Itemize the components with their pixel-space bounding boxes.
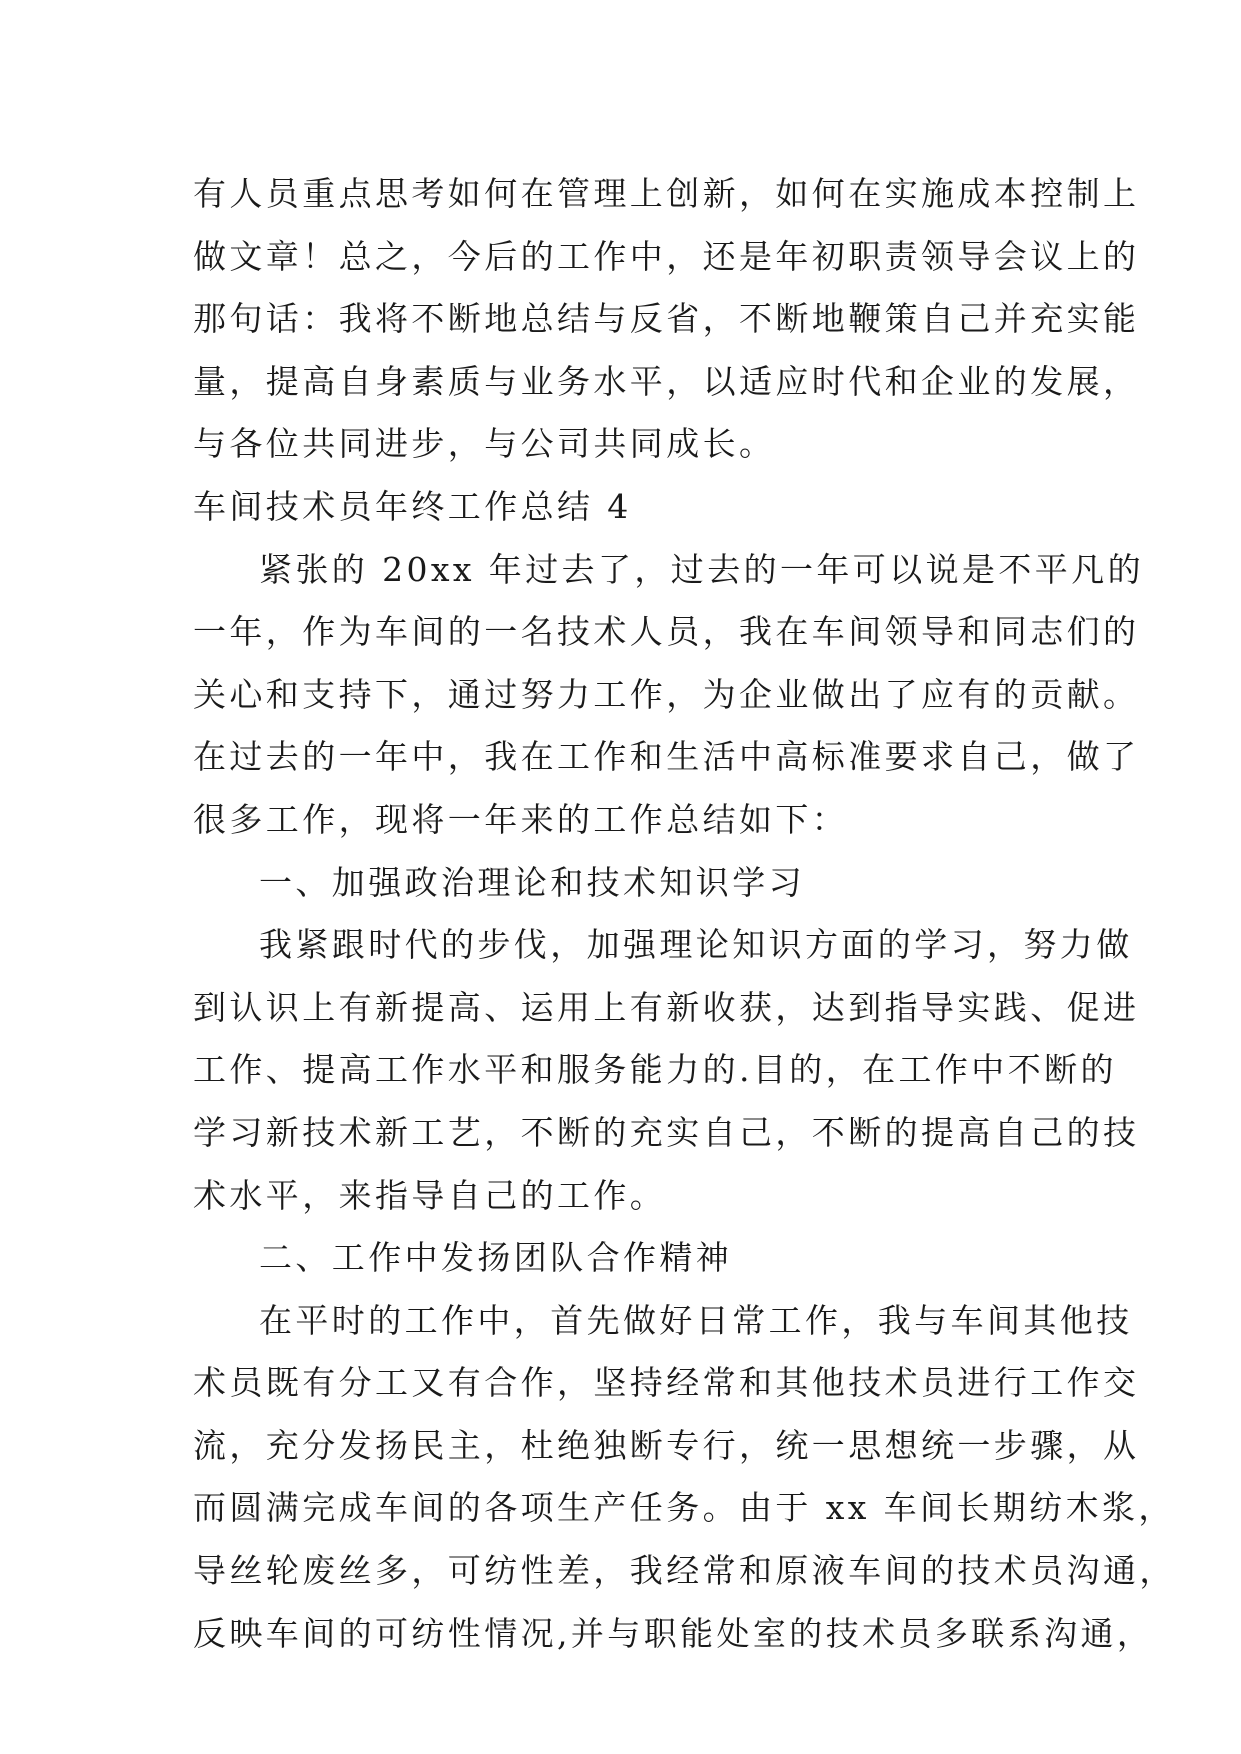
text-line: 在过去的一年中，我在工作和生活中高标准要求自己，做了 [193,737,1140,777]
text-line: 与各位共同进步，与公司共同成长。 [193,424,776,464]
text-line: 术员既有分工又有合作，坚持经常和其他技术员进行工作交 [193,1363,1140,1403]
text-line: 关心和支持下，通过努力工作，为企业做出了应有的贡献。 [193,674,1140,714]
text-line: 而圆满完成车间的各项生产任务。由于 xx 车间长期纺木浆， [193,1488,1175,1528]
text-line: 那句话：我将不断地总结与反省，不断地鞭策自己并充实能 [193,299,1140,339]
text-line: 导丝轮废丝多，可纺性差，我经常和原液车间的技术员沟通， [193,1551,1176,1591]
text-line: 很多工作，现将一年来的工作总结如下： [193,799,849,839]
text-line: 工作、提高工作水平和服务能力的.目的，在工作中不断的 [193,1050,1117,1090]
text-line: 流，充分发扬民主，杜绝独断专行，统一思想统一步骤，从 [193,1425,1140,1465]
text-line: 学习新技术新工艺，不断的充实自己，不断的提高自己的技 [193,1112,1140,1152]
text-line: 做文章！总之，今后的工作中，还是年初职责领导会议上的 [193,236,1140,276]
text-line: 量，提高自身素质与业务水平，以适应时代和企业的发展， [193,361,1140,401]
text-line: 到认识上有新提高、运用上有新收获，达到指导实践、促进 [193,987,1140,1027]
paragraph-first-line: 在平时的工作中，首先做好日常工作，我与车间其他技 [259,1300,1133,1340]
section-heading: 车间技术员年终工作总结 4 [193,486,632,526]
text-line: 反映车间的可纺性情况,并与职能处室的技术员多联系沟通， [193,1613,1154,1653]
text-line: 一年，作为车间的一名技术人员，我在车间领导和同志们的 [193,612,1140,652]
subheading: 二、工作中发扬团队合作精神 [259,1238,733,1278]
document-page [193,163,1176,1665]
paragraph-first-line: 紧张的 20xx 年过去了，过去的一年可以说是不平凡的 [259,549,1144,589]
text-line: 有人员重点思考如何在管理上创新，如何在实施成本控制上 [193,174,1140,213]
text-line: 术水平，来指导自己的工作。 [193,1175,667,1215]
paragraph-first-line: 我紧跟时代的步伐，加强理论知识方面的学习，努力做 [259,925,1133,965]
subheading: 一、加强政治理论和技术知识学习 [259,862,805,902]
